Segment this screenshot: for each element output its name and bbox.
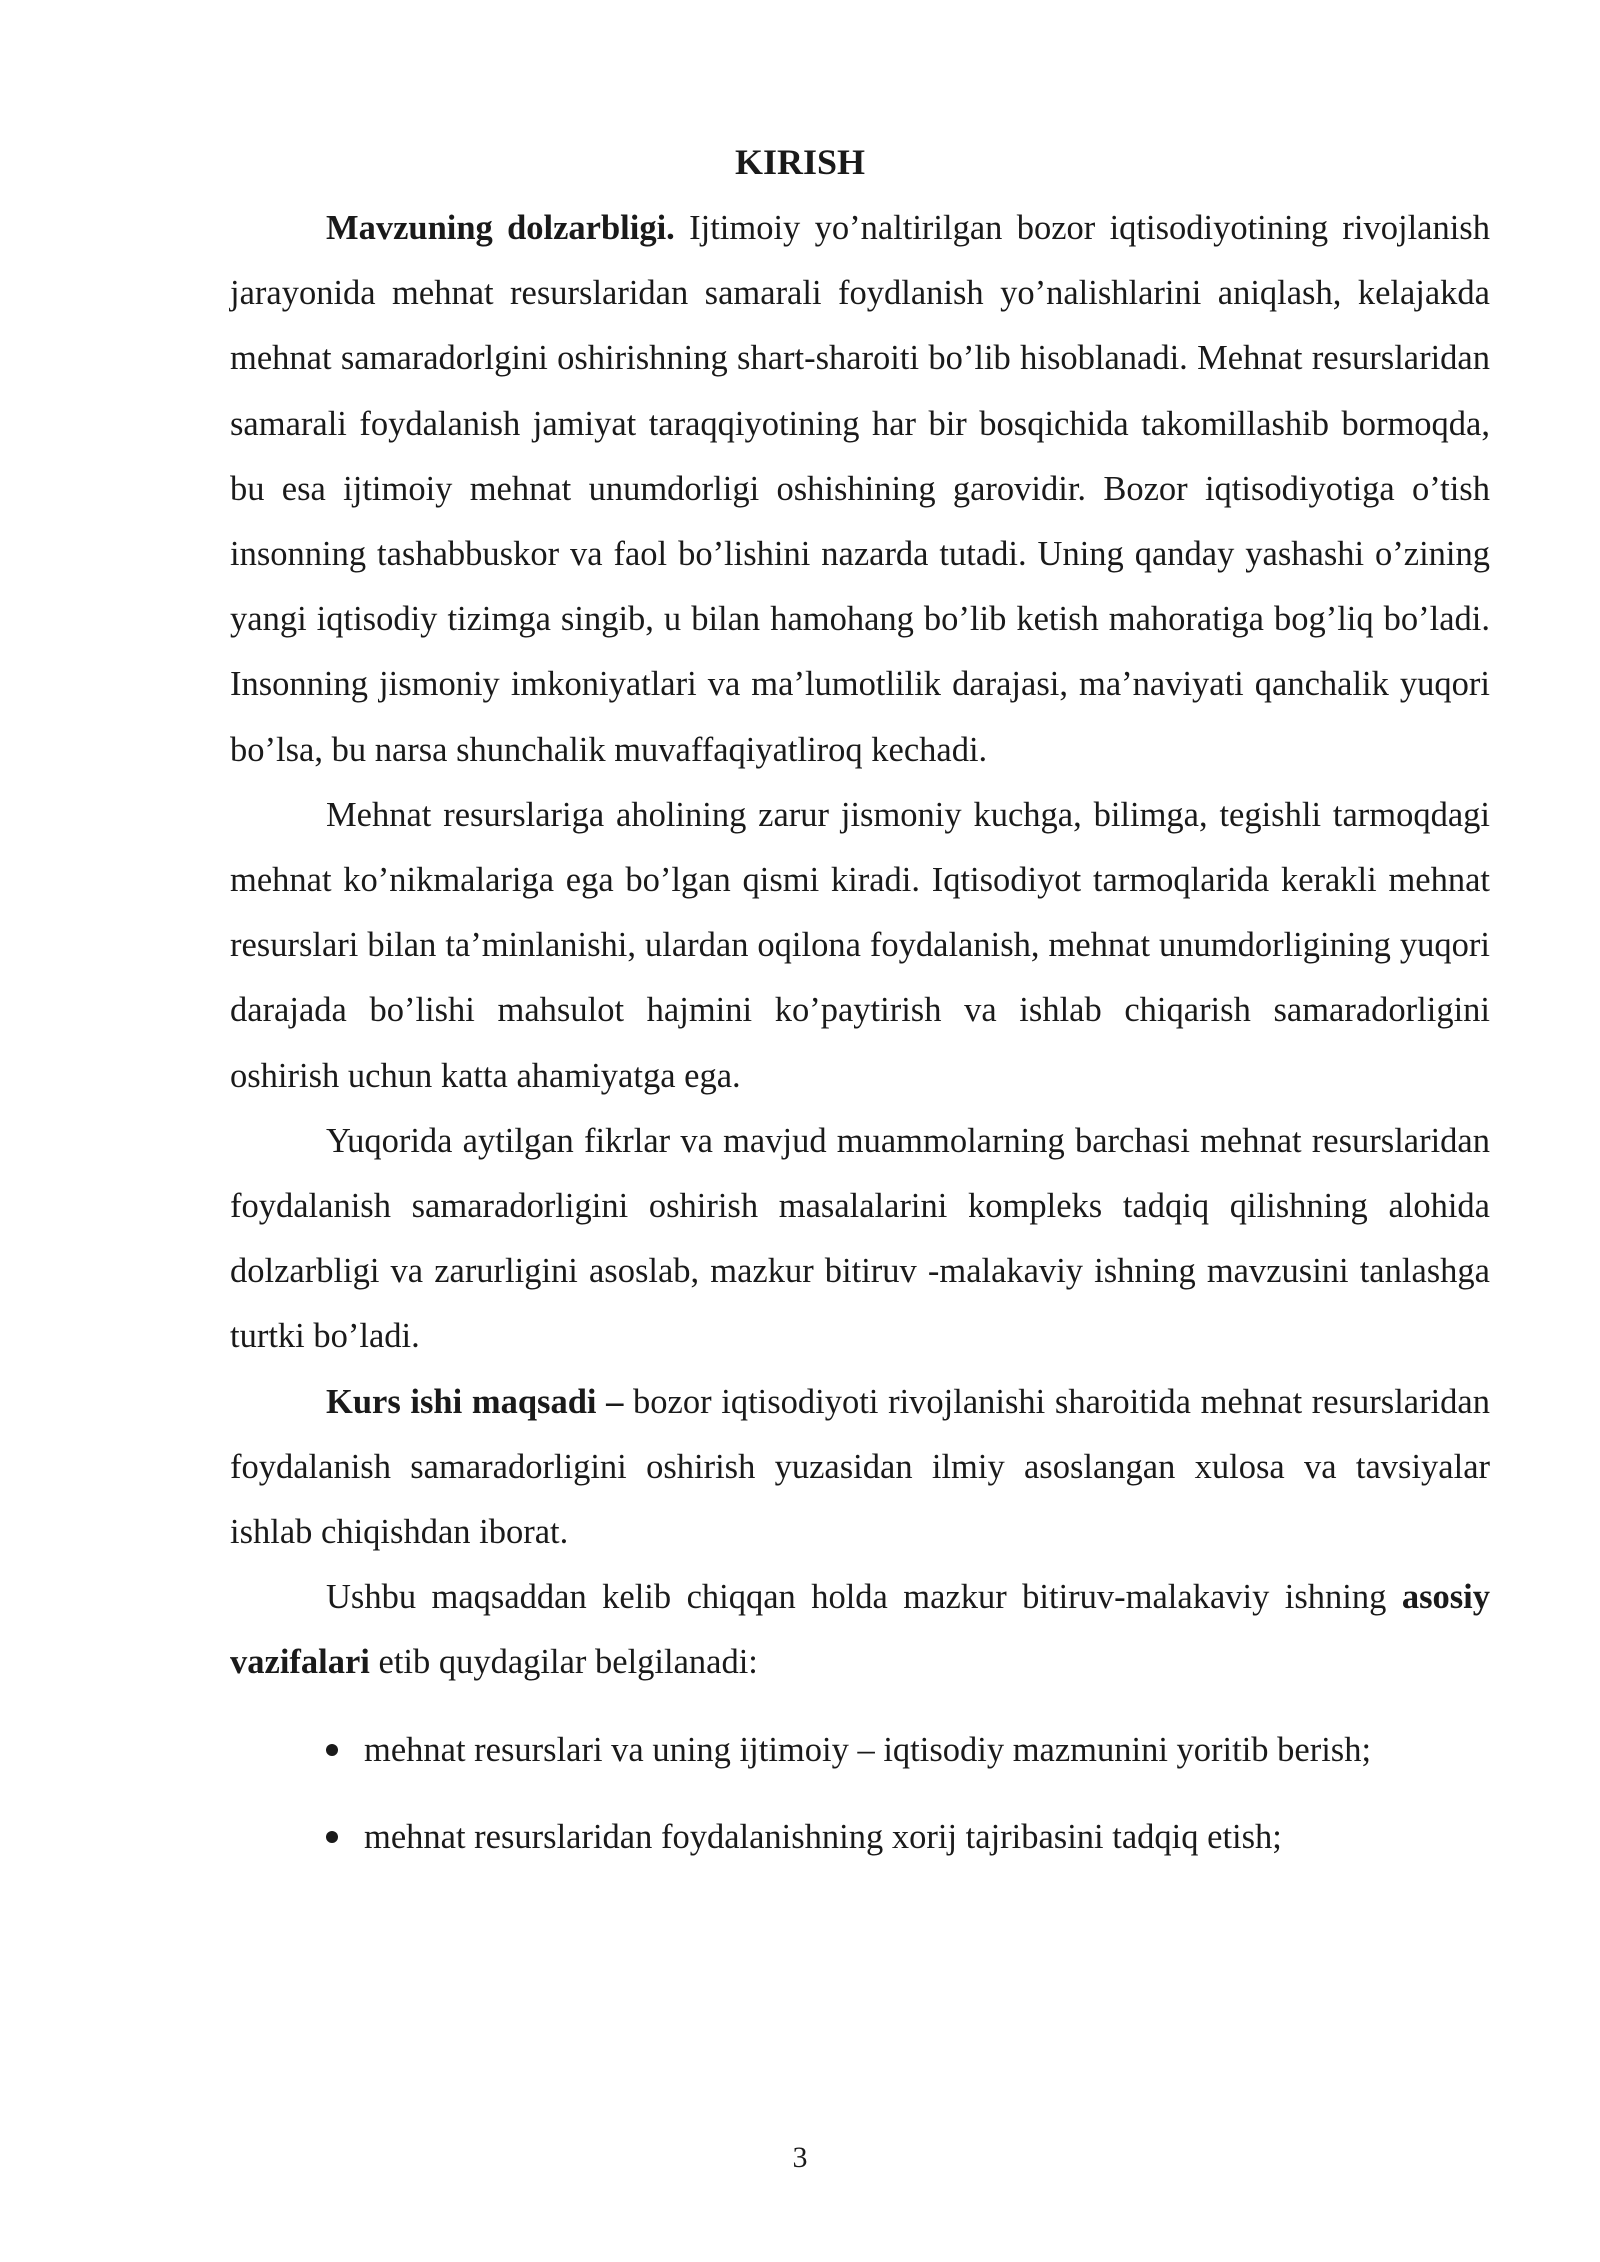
paragraph-relevance-lead: Mavzuning dolzarbligi.	[326, 209, 675, 247]
paragraph-goal	[230, 1370, 1490, 1566]
paragraph-relevance-text: Ijtimoiy yo’naltirilgan bozor iqtisodiyotining rivojlanish jarayonida mehnat resurslaridan samarali foydlanish yo’nalishlarini aniqlash, kelajakda mehnat samaradorlgini oshirishning shart-sharoiti bo’lib hisoblanadi. Mehnat resurslaridan samarali foydalanish jamiyat taraqqiyotining har bir bosqichida takomillashib bormoqda, bu esa ijtimoiy mehnat unumdorligi oshishining garovidir. Bozor iqtisodiyotiga o’tish insonning tashabbuskor va faol bo’lishini nazarda tutadi. Uning qanday yashashi o’zining yangi iqtisodiy tizimga singib, u bilan hamohang bo’lib ketish mahoratiga bog’liq bo’ladi. Insonning jismoniy imkoniyatlari va ma’lumotlilik darajasi, ma’naviyati qanchalik yuqori bo’lsa, bu narsa shunchalik muvaffaqiyatliroq kechadi.	[230, 209, 1490, 769]
list-item-text: mehnat resurslaridan foydalanishning xorij tajribasini tadqiq etish;	[364, 1817, 1282, 1856]
list-item-text: mehnat resurslari va uning ijtimoiy – iqtisodiy mazmunini yoritib berish;	[364, 1730, 1372, 1769]
tasks-list	[230, 1718, 1490, 1870]
list-item	[230, 1805, 1490, 1870]
bullet-icon	[326, 1831, 338, 1843]
paragraph-labor-resources: Mehnat resurslariga aholining zarur jismoniy kuchga, bilimga, tegishli tarmoqdagi mehnat ko’nikmalariga ega bo’lgan qismi kiradi. Iqtisodiyot tarmoqlarida kerakli mehnat resurslari bilan ta’minlanishi, ulardan oqilona foydalanish, mehnat unumdorligining yuqori darajada bo’lishi mahsulot hajmini ko’paytirish va ishlab chiqarish samaradorligini oshirish uchun katta ahamiyatga ega.	[230, 795, 1490, 1095]
body-text	[230, 196, 1490, 1870]
paragraph-tasks-intro-bold: asosiy vazifalari	[230, 1578, 1490, 1682]
list-item	[230, 1718, 1490, 1783]
paragraph-tasks-intro-text: Ushbu maqsaddan kelib chiqqan holda mazkur bitiruv-malakaviy ishning	[326, 1578, 1402, 1617]
paragraph-tasks-intro-tail: etib quydagilar belgilanadi:	[369, 1643, 758, 1682]
paragraph-relevance	[230, 196, 1490, 783]
paragraph-problems: Yuqorida aytilgan fikrlar va mavjud muammolarning barchasi mehnat resurslaridan foydalanish samaradorligini oshirish masalalarini kompleks tadqiq qilishning alohida dolzarbligi va zarurligini asoslab, mazkur bitiruv -malakaviy ishning mavzusini tanlashga turtki bo’ladi.	[230, 1121, 1490, 1356]
paragraph-goal-lead: Kurs ishi maqsadi –	[326, 1382, 624, 1421]
paragraph-tasks-intro	[230, 1565, 1490, 1695]
page-number: 3	[792, 2141, 808, 2174]
section-title: KIRISH	[734, 142, 866, 182]
bullet-icon	[326, 1744, 338, 1756]
paragraph-goal-text: bozor iqtisodiyoti rivojlanishi sharoitida mehnat resurslaridan foydalanish samaradorligini oshirish yuzasidan ilmiy asoslangan xulosa va tavsiyalar ishlab chiqishdan iborat.	[230, 1382, 1490, 1552]
